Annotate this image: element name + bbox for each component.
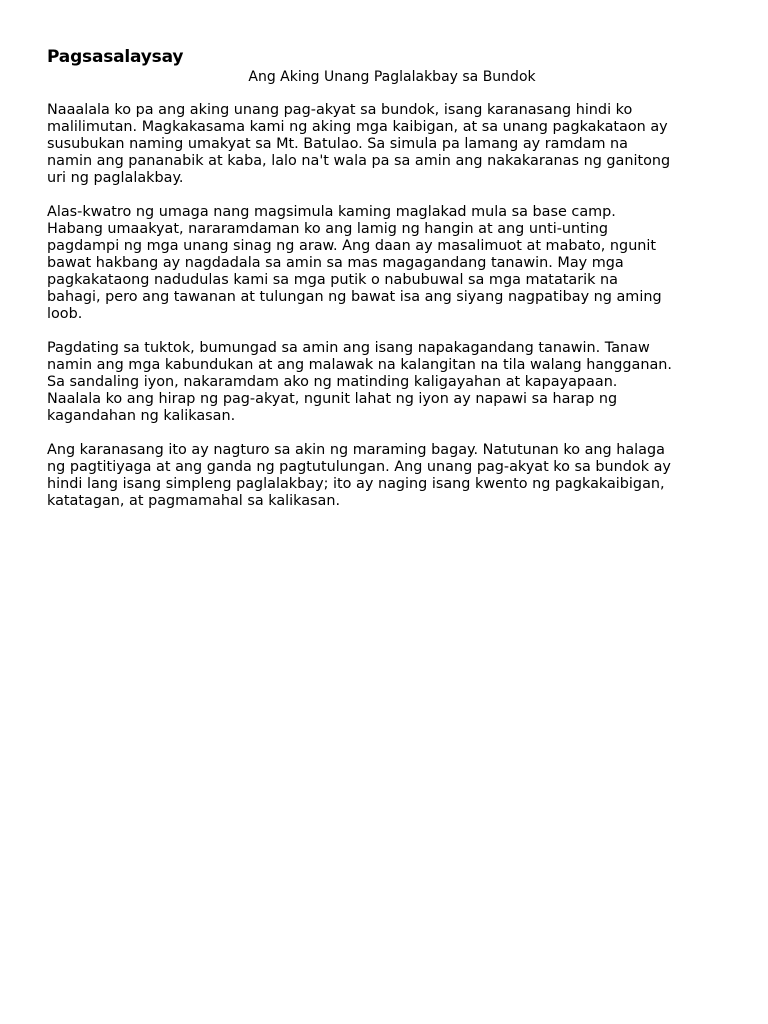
text-line: hindi lang isang simpleng paglalakbay; ito ay naging isang kwento ng pagkakaibigan, — [47, 476, 665, 492]
text-line: namin ang mga kabundukan at ang malawak na kalangitan na tila walang hangganan. — [47, 357, 673, 373]
text-line: katatagan, at pagmamahal sa kalikasan. — [47, 493, 341, 509]
document-content — [47, 46, 727, 527]
document-title: Ang Aking Unang Paglalakbay sa Bundok — [248, 69, 536, 85]
text-line: Naalala ko ang hirap ng pag-akyat, ngunit lahat ng iyon ay napawi sa harap ng — [47, 391, 618, 407]
text-line: Ang karanasang ito ay nagturo sa akin ng maraming bagay. Natutunan ko ang halaga — [47, 442, 665, 458]
paragraph-3 — [47, 340, 727, 425]
text-line: Alas-kwatro ng umaga nang magsimula kaming maglakad mula sa base camp. — [47, 204, 616, 220]
text-line: pagkakataong nadudulas kami sa mga putik o nabubuwal sa mga matatarik na — [47, 272, 618, 288]
text-line: Pagdating sa tuktok, bumungad sa amin ang isang napakagandang tanawin. Tanaw — [47, 340, 650, 356]
text-line: susubukan naming umakyat sa Mt. Batulao. Sa simula pa lamang ay ramdam na — [47, 136, 628, 152]
text-line: malilimutan. Magkakasama kami ng aking mga kaibigan, at sa unang pagkakataon ay — [47, 119, 668, 135]
text-line: bahagi, pero ang tawanan at tulungan ng bawat isa ang siyang nagpatibay ng aming — [47, 289, 662, 305]
text-line: Naaalala ko pa ang aking unang pag-akyat sa bundok, isang karanasang hindi ko — [47, 102, 633, 118]
paragraph-4 — [47, 442, 727, 510]
document-heading: Pagsasalaysay — [47, 47, 184, 67]
text-line: namin ang pananabik at kaba, lalo na't wala pa sa amin ang nakakaranas ng ganitong — [47, 153, 671, 169]
text-line: uri ng paglalakbay. — [47, 170, 184, 186]
paragraph-2 — [47, 204, 727, 323]
text-line: ng pagtitiyaga at ang ganda ng pagtutulungan. Ang unang pag-akyat ko sa bundok ay — [47, 459, 671, 475]
text-line: Sa sandaling iyon, nakaramdam ako ng matinding kaligayahan at kapayapaan. — [47, 374, 618, 390]
text-line: bawat hakbang ay nagdadala sa amin sa mas magagandang tanawin. May mga — [47, 255, 624, 271]
text-line: pagdampi ng mga unang sinag ng araw. Ang daan ay masalimuot at mabato, ngunit — [47, 238, 657, 254]
text-line: kagandahan ng kalikasan. — [47, 408, 236, 424]
text-line: loob. — [47, 306, 83, 322]
paragraph-1 — [47, 102, 727, 187]
text-line: Habang umaakyat, nararamdaman ko ang lamig ng hangin at ang unti-unting — [47, 221, 609, 237]
